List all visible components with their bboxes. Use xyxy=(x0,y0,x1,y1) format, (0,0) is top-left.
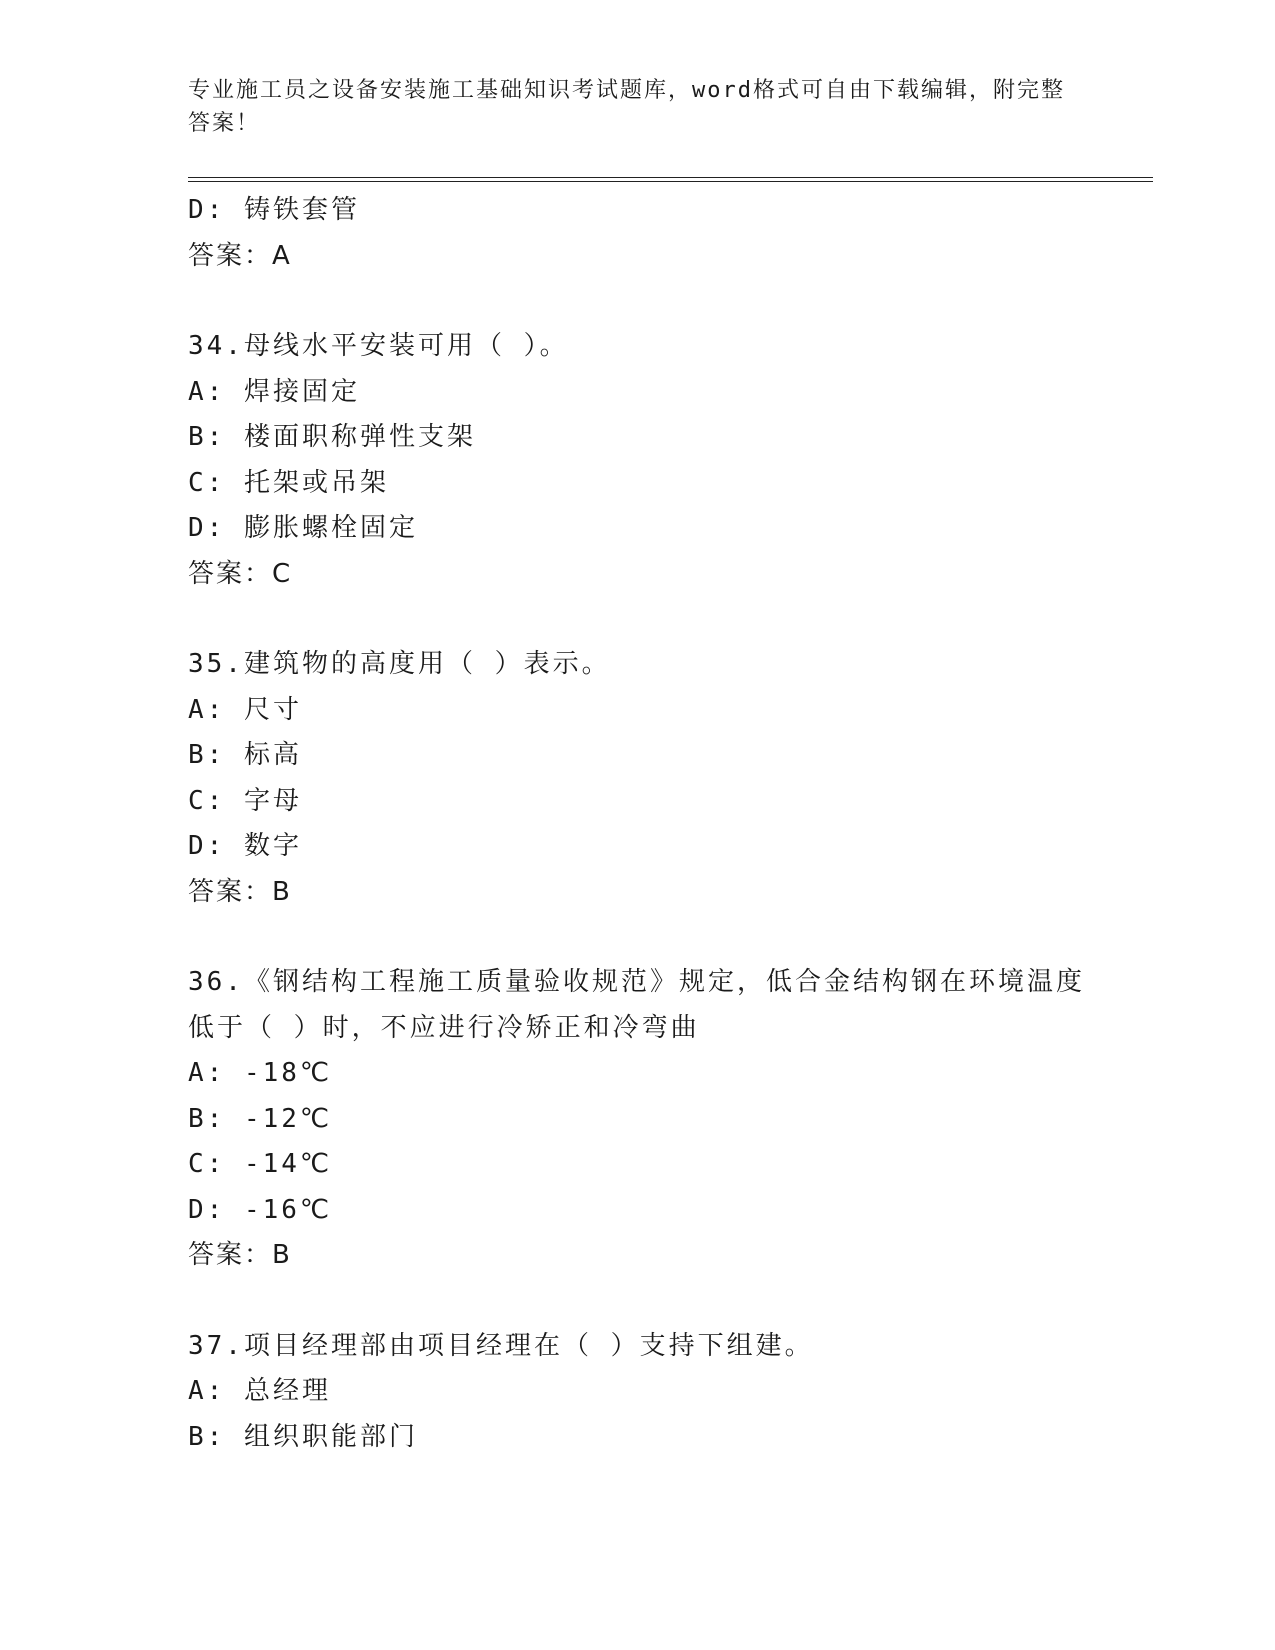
answer-line: 答案：A xyxy=(188,240,292,271)
answer-line: 答案：C xyxy=(188,558,293,589)
option-d: D: 数字 xyxy=(188,831,302,861)
option-c: C: 字母 xyxy=(188,785,302,816)
option-b: B: 组织职能部门 xyxy=(188,1421,418,1452)
question-34 xyxy=(188,324,1088,597)
option-a: A: -18℃ xyxy=(188,1058,333,1088)
document-header: 专业施工员之设备安装施工基础知识考试题库，word格式可自由下载编辑，附完整答案！ xyxy=(188,78,1065,136)
option-d: D: 膨胀螺栓固定 xyxy=(188,513,418,543)
answer-line: 答案：B xyxy=(188,1240,292,1270)
question-stem-line-2: 低于（ ）时，不应进行冷矫正和冷弯曲 xyxy=(188,1012,700,1043)
option-d: D: -16℃ xyxy=(188,1194,333,1225)
header-divider-top xyxy=(188,177,1153,178)
option-c: C: -14℃ xyxy=(188,1149,333,1179)
option-d: D: 铸铁套管 xyxy=(188,195,360,225)
option-b: B: -12℃ xyxy=(188,1103,333,1134)
question-stem-line-1: 36.《钢结构工程施工质量验收规范》规定，低合金结构钢在环境温度 xyxy=(188,967,1085,997)
question-36 xyxy=(188,960,1088,1279)
option-b: B: 标高 xyxy=(188,740,302,770)
option-a: A: 焊接固定 xyxy=(188,376,360,407)
header-divider-bottom xyxy=(188,181,1153,182)
option-a: A: 尺寸 xyxy=(188,694,302,725)
question-35 xyxy=(188,642,1088,915)
question-list xyxy=(188,188,1088,1460)
question-stem: 37.项目经理部由项目经理在（ ）支持下组建。 xyxy=(188,1330,814,1361)
option-b: B: 楼面职称弹性支架 xyxy=(188,422,476,452)
option-a: A: 总经理 xyxy=(188,1376,331,1406)
question-stem: 35.建筑物的高度用（ ）表示。 xyxy=(188,649,611,679)
question-37 xyxy=(188,1324,1088,1461)
question-stem: 34.母线水平安装可用（ ）。 xyxy=(188,331,569,361)
answer-line: 答案：B xyxy=(188,876,292,907)
option-c: C: 托架或吊架 xyxy=(188,467,389,498)
